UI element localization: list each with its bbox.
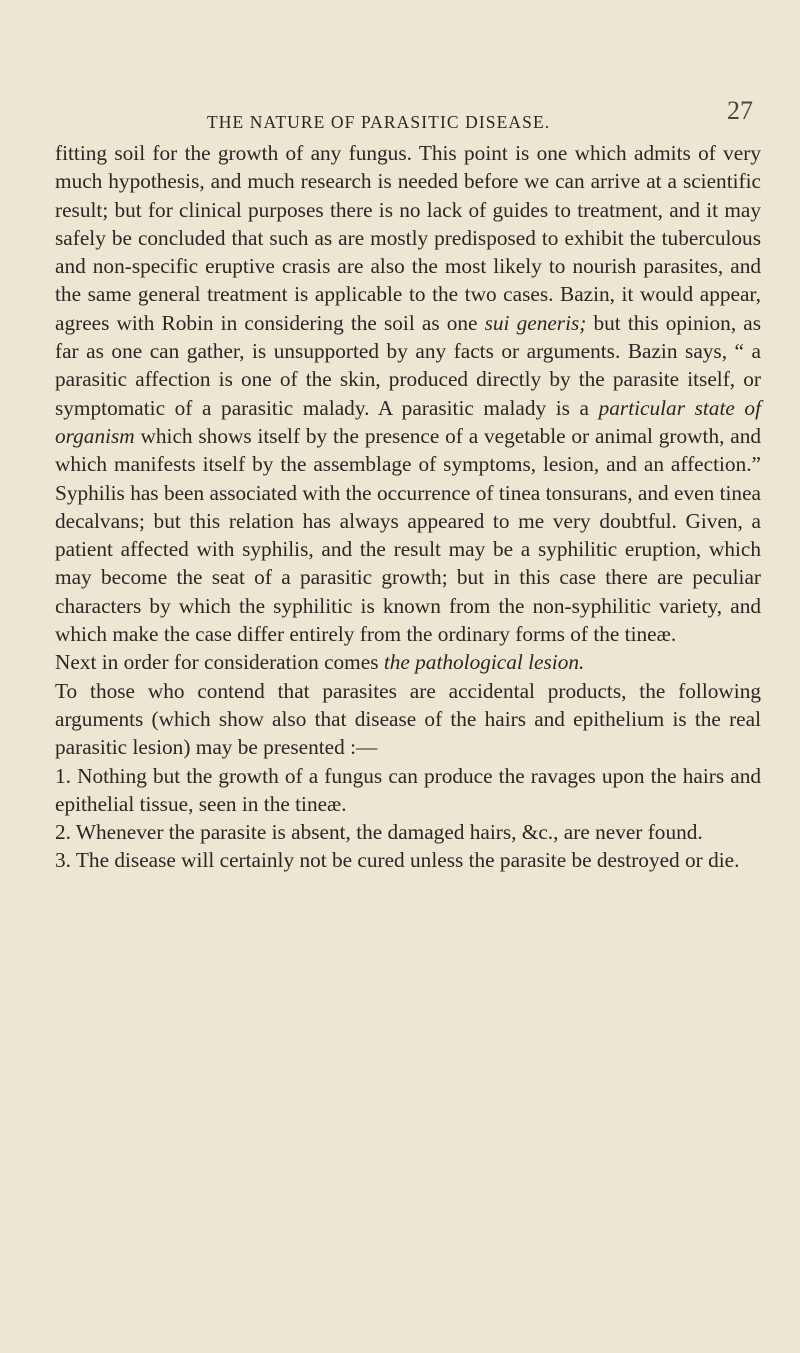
italic-phrase: particular state of organism [55, 395, 761, 448]
text-run: but this opinion, as far as one can gather, is unsupported by any facts or arguments. Bazin says, “ a parasitic affection is one of the skin, produced directly by the parasite itself, or symptomatic of a parasitic malady. A parasitic malady is a [55, 310, 761, 420]
text-run: fitting soil for the growth of any fungus. This point is one which admits of very much hypothesis, and much research is needed before we can arrive at a scientific result; but for clinical purposes there is no lack of guides to treatment, and it may safely be concluded that such as are mostly predisposed to exhibit the tuberculous and non-specific eruptive crasis are also the most likely to nourish parasites, and the same general treatment is applicable to the two cases. Bazin, it would appear, agrees with Robin in considering the soil as one [55, 141, 761, 335]
list-item: 3. The disease will certainly not be cured unless the parasite be destroyed or die. [55, 848, 740, 873]
italic-phrase: the pathological lesion. [383, 650, 585, 675]
italic-phrase: sui generis; [484, 310, 587, 335]
paragraph [55, 139, 761, 648]
text-run: which shows itself by the presence of a vegetable or animal growth, and which manifests itself by the assemblage of symptoms, lesion, and an affection.” Syphilis has been associated with the occurrence of tinea tonsurans, and even tinea decalvans; but this relation has always appeared to me very doubtful. Given, a patient affected with syphilis, and the result may be a syphilitic eruption, which may become the seat of a parasitic growth; but in this case there are peculiar characters by which the syphilitic is known from the non-syphilitic variety, and which make the case differ entirely from the ordinary forms of the tineæ. [55, 423, 761, 647]
paragraph: To those who contend that parasites are accidental products, the following arguments (which show also that disease of the hairs and epithelium is the real parasitic lesion) may be presented :— [55, 678, 761, 760]
page-number: 27 [727, 96, 753, 125]
text-run: Next in order for consideration comes [55, 650, 384, 675]
list-item: 2. Whenever the parasite is absent, the damaged hairs, &c., are never found. [55, 820, 703, 845]
running-head: THE NATURE OF PARASITIC DISEASE. [207, 112, 551, 132]
list-item: 1. Nothing but the growth of a fungus can produce the ravages upon the hairs and epithelial tissue, seen in the tineæ. [55, 763, 761, 816]
body-text [55, 139, 761, 875]
paragraph [55, 648, 761, 676]
